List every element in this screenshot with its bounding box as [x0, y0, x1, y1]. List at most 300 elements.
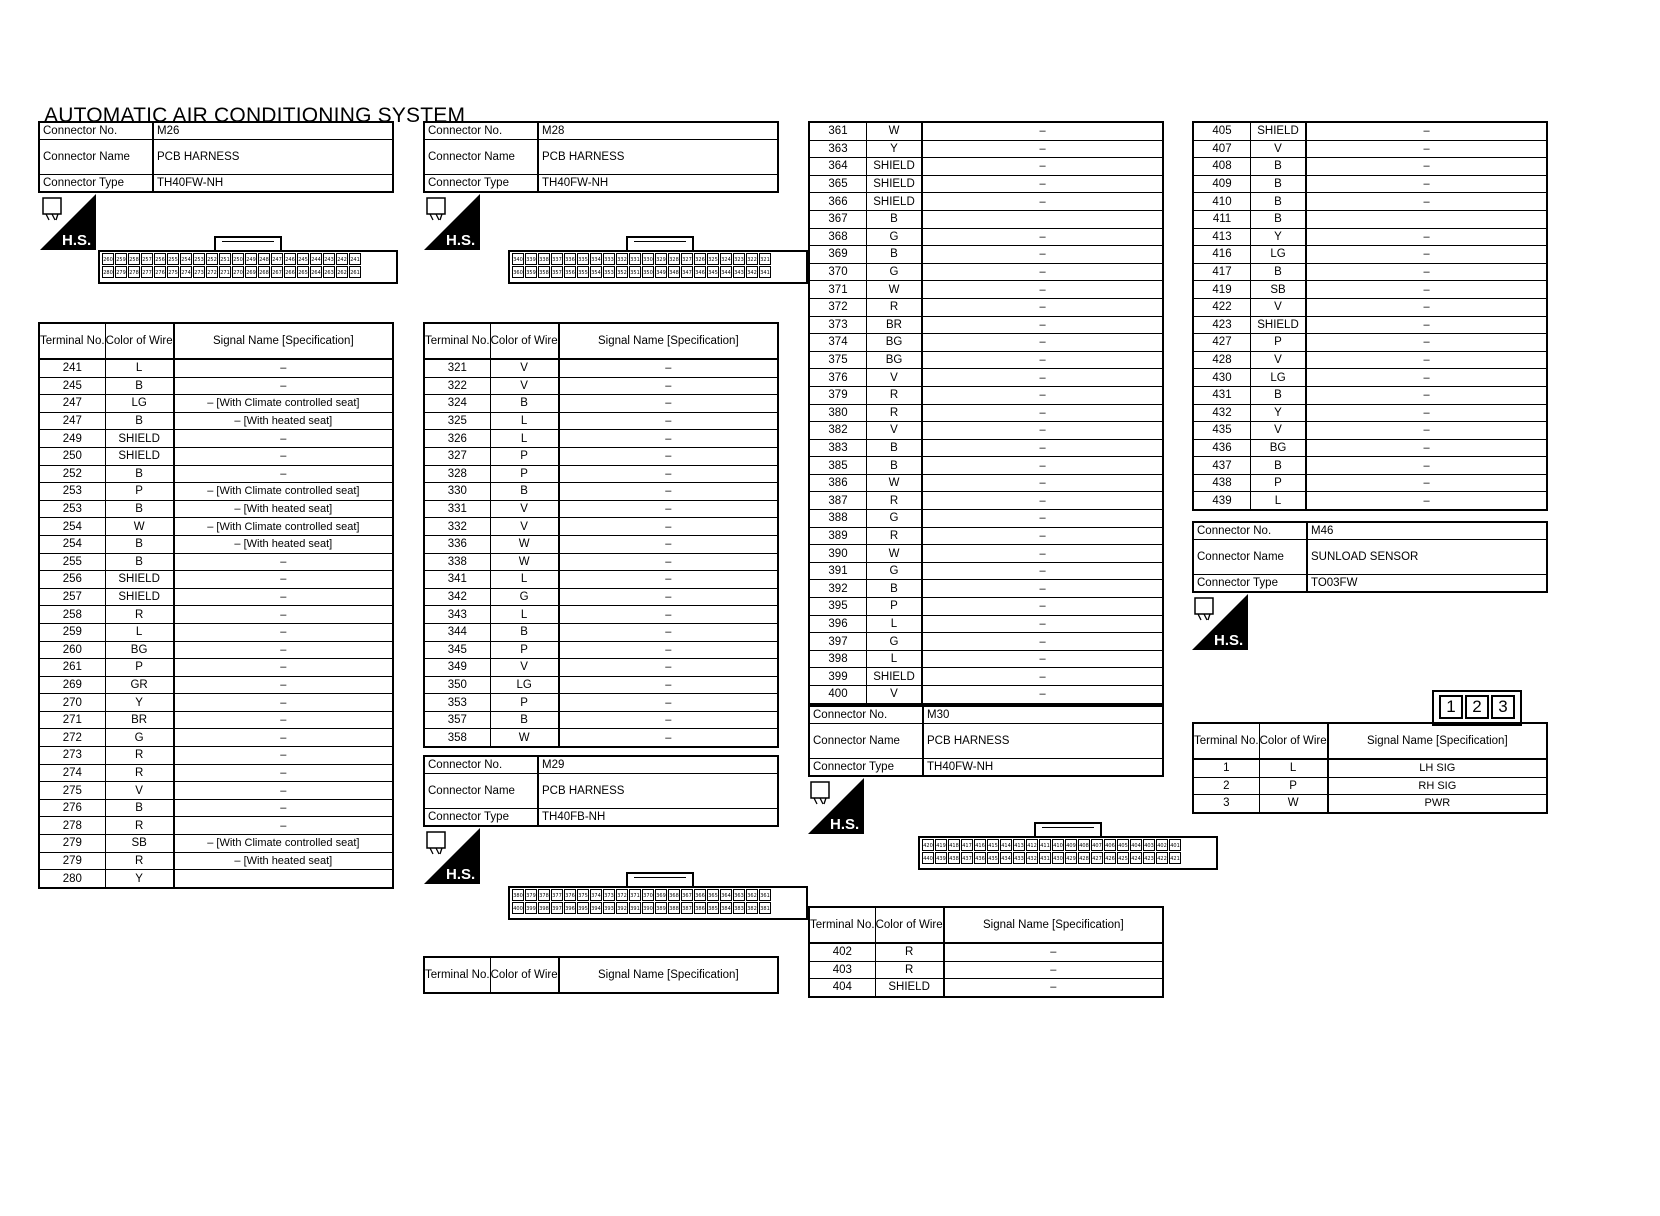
- signal-name: –: [922, 122, 1163, 140]
- wire-color: R: [867, 298, 923, 316]
- signal-name: –: [922, 404, 1163, 422]
- terminal-no: 373: [809, 316, 867, 334]
- table-row: [1193, 228, 1547, 246]
- terminal-no: 255: [39, 553, 105, 571]
- pin-cell: 248: [258, 253, 270, 265]
- signal-name: –: [922, 351, 1163, 369]
- terminal-no: 388: [809, 510, 867, 528]
- table-header: [424, 957, 778, 993]
- wire-color: SHIELD: [105, 588, 174, 606]
- pin-cell: 370: [642, 889, 654, 901]
- signal-name: –: [1306, 228, 1547, 246]
- connector-name-value: PCB HARNESS: [923, 724, 1163, 759]
- signal-name-header: Signal Name [Specification]: [1328, 723, 1547, 759]
- pin-cell: 256: [154, 253, 166, 265]
- table-row: [39, 483, 393, 501]
- terminal-no: 363: [809, 140, 867, 158]
- table-row: [1193, 351, 1547, 369]
- signal-name: –: [922, 281, 1163, 299]
- terminal-no: 364: [809, 158, 867, 176]
- terminal-no: 431: [1193, 386, 1251, 404]
- wire-color: L: [1259, 759, 1328, 777]
- table-row: [1193, 298, 1547, 316]
- terminal-no: 416: [1193, 246, 1251, 264]
- pin-cell: 321: [759, 253, 771, 265]
- table-row: [39, 447, 393, 465]
- terminal-no: 249: [39, 430, 105, 448]
- color-of-wire-header: Color of Wire: [105, 323, 174, 359]
- signal-name: –: [174, 764, 393, 782]
- table-row: [39, 641, 393, 659]
- terminal-no: 430: [1193, 369, 1251, 387]
- signal-name: –: [922, 598, 1163, 616]
- table-row: [809, 562, 1163, 580]
- pin-cell: 257: [141, 253, 153, 265]
- signal-name: [174, 870, 393, 888]
- terminal-no: 273: [39, 747, 105, 765]
- pin-cell: 421: [1169, 852, 1181, 864]
- table-row: [809, 316, 1163, 334]
- pin-row: [510, 888, 806, 901]
- pin-cell: 420: [922, 839, 934, 851]
- signal-name: –: [922, 686, 1163, 704]
- pin-cell: 261: [349, 266, 361, 278]
- table-row: [1193, 386, 1547, 404]
- wire-color: V: [490, 377, 559, 395]
- connector-info-m30: [808, 705, 1164, 777]
- wire-color: B: [105, 465, 174, 483]
- terminal-no: 357: [424, 711, 490, 729]
- pin-cell: 247: [271, 253, 283, 265]
- pin-cell: 265: [297, 266, 309, 278]
- signal-name: –: [1306, 246, 1547, 264]
- table-row: [1193, 281, 1547, 299]
- pin-cell: 419: [935, 839, 947, 851]
- harness-side-icon: [40, 194, 96, 250]
- pin-cell: 413: [1013, 839, 1025, 851]
- wire-color: SB: [1251, 281, 1307, 299]
- table-row: [809, 474, 1163, 492]
- connector-name-label: Connector Name: [424, 140, 538, 175]
- wire-color: B: [1251, 210, 1307, 228]
- terminal-no-header: Terminal No.: [424, 957, 490, 993]
- pin-cell: 411: [1039, 839, 1051, 851]
- pin-row: [920, 838, 1216, 851]
- terminal-no: 386: [809, 474, 867, 492]
- pin-cell: 246: [284, 253, 296, 265]
- terminal-no: 330: [424, 483, 490, 501]
- table-row: [39, 623, 393, 641]
- wire-color: G: [867, 228, 923, 246]
- wire-color: W: [490, 729, 559, 747]
- pin-cell: 373: [603, 889, 615, 901]
- table-row: [424, 430, 778, 448]
- terminal-no: 379: [809, 386, 867, 404]
- pin-cell: 354: [590, 266, 602, 278]
- signal-name: –: [559, 553, 778, 571]
- signal-name: –: [1306, 140, 1547, 158]
- signal-name: –: [1306, 369, 1547, 387]
- signal-name: –: [1306, 122, 1547, 140]
- table-row: [39, 412, 393, 430]
- pin-cell: 339: [525, 253, 537, 265]
- table-row: [809, 545, 1163, 563]
- pin-cell: 418: [948, 839, 960, 851]
- color-of-wire-header: Color of Wire: [490, 957, 559, 993]
- table-row: [809, 263, 1163, 281]
- table-row: [809, 351, 1163, 369]
- wire-color: L: [105, 359, 174, 377]
- terminal-no: 383: [809, 439, 867, 457]
- wire-color: R: [875, 943, 944, 961]
- pin-cell: 345: [707, 266, 719, 278]
- wire-color: V: [867, 422, 923, 440]
- wire-color: V: [1251, 422, 1307, 440]
- table-row: [809, 615, 1163, 633]
- signal-name: –: [922, 580, 1163, 598]
- harness-side-icon: [424, 194, 480, 250]
- table-row: [39, 694, 393, 712]
- wire-color: SB: [105, 835, 174, 853]
- pin-cell: 384: [720, 902, 732, 914]
- signal-name: –: [559, 412, 778, 430]
- pin-cell: 262: [336, 266, 348, 278]
- table-row: [424, 659, 778, 677]
- terminal-no: 345: [424, 641, 490, 659]
- wire-color: SHIELD: [1251, 122, 1307, 140]
- terminal-no: 269: [39, 676, 105, 694]
- terminal-no: 422: [1193, 298, 1251, 316]
- connector-name-label: Connector Name: [809, 724, 923, 759]
- table-row: [424, 500, 778, 518]
- pin-cell: 369: [655, 889, 667, 901]
- signal-name: – [With Climate controlled seat]: [174, 483, 393, 501]
- wire-color: BG: [105, 641, 174, 659]
- terminal-table-m28: [423, 322, 779, 748]
- table-row: [424, 377, 778, 395]
- pin-cell: 368: [668, 889, 680, 901]
- pin-cell: 427: [1091, 852, 1103, 864]
- pin-cell: 349: [655, 266, 667, 278]
- signal-name: –: [174, 465, 393, 483]
- table-row: [39, 588, 393, 606]
- signal-name: –: [922, 562, 1163, 580]
- pin-cell: 254: [180, 253, 192, 265]
- signal-name: –: [922, 457, 1163, 475]
- terminal-no: 274: [39, 764, 105, 782]
- terminal-no: 428: [1193, 351, 1251, 369]
- terminal-no: 404: [809, 979, 875, 997]
- pin-cell: 263: [323, 266, 335, 278]
- wire-color: V: [867, 686, 923, 704]
- pin-cell: 342: [746, 266, 758, 278]
- wire-color: W: [867, 122, 923, 140]
- pin-cell: 335: [577, 253, 589, 265]
- terminal-no-header: Terminal No.: [424, 323, 490, 359]
- signal-name: –: [922, 228, 1163, 246]
- terminal-no: 322: [424, 377, 490, 395]
- terminal-no: 241: [39, 359, 105, 377]
- wire-color: SHIELD: [867, 668, 923, 686]
- signal-name: –: [1306, 175, 1547, 193]
- terminal-no: 409: [1193, 175, 1251, 193]
- wire-color: B: [867, 580, 923, 598]
- wire-color: SHIELD: [105, 430, 174, 448]
- pin-cell: 429: [1065, 852, 1077, 864]
- terminal-no: 370: [809, 263, 867, 281]
- signal-name: –: [559, 729, 778, 747]
- pin-cell: 244: [310, 253, 322, 265]
- pin-row: [920, 851, 1216, 864]
- connector-pinout-m30: [918, 836, 1218, 870]
- signal-name: –: [1306, 281, 1547, 299]
- connector-no-value: M26: [153, 122, 393, 140]
- pin-cell: 376: [564, 889, 576, 901]
- connector-no-value: M30: [923, 706, 1163, 724]
- signal-name: –: [922, 369, 1163, 387]
- table-row: [1193, 777, 1547, 795]
- table-row: [809, 246, 1163, 264]
- terminal-no: 368: [809, 228, 867, 246]
- pin-cell: 242: [336, 253, 348, 265]
- table-row: [39, 500, 393, 518]
- wire-color: B: [1251, 175, 1307, 193]
- wire-color: B: [867, 210, 923, 228]
- signal-name: –: [944, 961, 1163, 979]
- table-row: [39, 377, 393, 395]
- signal-name-header: Signal Name [Specification]: [174, 323, 393, 359]
- pin-cell: 415: [987, 839, 999, 851]
- signal-name: –: [922, 422, 1163, 440]
- table-row: [809, 439, 1163, 457]
- pin-cell: 2: [1465, 695, 1489, 719]
- signal-name: –: [559, 694, 778, 712]
- terminal-no: 374: [809, 334, 867, 352]
- pin-cell: 333: [603, 253, 615, 265]
- terminal-no: 343: [424, 606, 490, 624]
- pin-cell: 381: [759, 902, 771, 914]
- signal-name: – [With Climate controlled seat]: [174, 395, 393, 413]
- terminal-no: 371: [809, 281, 867, 299]
- terminal-no: 254: [39, 518, 105, 536]
- wire-color: B: [490, 711, 559, 729]
- pin-cell: 362: [746, 889, 758, 901]
- signal-name: –: [922, 246, 1163, 264]
- table-row: [1193, 404, 1547, 422]
- table-header: [1193, 723, 1547, 759]
- signal-name: –: [174, 799, 393, 817]
- terminal-no: 367: [809, 210, 867, 228]
- terminal-no: 408: [1193, 158, 1251, 176]
- signal-name: LH SIG: [1328, 759, 1547, 777]
- pin-cell: 331: [629, 253, 641, 265]
- pin-cell: 359: [525, 266, 537, 278]
- pin-cell: 274: [180, 266, 192, 278]
- wire-color: LG: [1251, 369, 1307, 387]
- signal-name: –: [1306, 316, 1547, 334]
- pin-row: [100, 252, 396, 265]
- pin-cell: 417: [961, 839, 973, 851]
- signal-name: –: [1306, 422, 1547, 440]
- pin-cell: 260: [102, 253, 114, 265]
- table-row: [1193, 369, 1547, 387]
- pin-cell: 258: [128, 253, 140, 265]
- pin-cell: 280: [102, 266, 114, 278]
- signal-name: –: [922, 263, 1163, 281]
- signal-name: –: [1306, 404, 1547, 422]
- terminal-no: 397: [809, 633, 867, 651]
- wire-color: V: [1251, 298, 1307, 316]
- wire-color: SHIELD: [105, 571, 174, 589]
- wire-color: W: [867, 474, 923, 492]
- connector-info-m28: [423, 121, 779, 193]
- pin-cell: 269: [245, 266, 257, 278]
- pin-cell: 356: [564, 266, 576, 278]
- pin-cell: 367: [681, 889, 693, 901]
- color-of-wire-header: Color of Wire: [490, 323, 559, 359]
- pin-cell: 382: [746, 902, 758, 914]
- terminal-no: 247: [39, 395, 105, 413]
- wire-color: G: [867, 633, 923, 651]
- wire-color: SHIELD: [867, 158, 923, 176]
- terminal-no: 437: [1193, 457, 1251, 475]
- wire-color: B: [490, 395, 559, 413]
- table-row: [424, 711, 778, 729]
- wire-color: LG: [490, 676, 559, 694]
- pin-cell: 412: [1026, 839, 1038, 851]
- pin-cell: 341: [759, 266, 771, 278]
- wire-color: V: [1251, 351, 1307, 369]
- table-row: [809, 298, 1163, 316]
- pin-cell: 389: [655, 902, 667, 914]
- terminal-no: 349: [424, 659, 490, 677]
- signal-name: –: [174, 782, 393, 800]
- wire-color: P: [105, 659, 174, 677]
- pin-cell: 358: [538, 266, 550, 278]
- terminal-no: 254: [39, 535, 105, 553]
- table-row: [39, 535, 393, 553]
- connector-pinout-m26: [98, 250, 398, 284]
- connector-no-label: Connector No.: [1193, 522, 1307, 540]
- signal-name: –: [559, 395, 778, 413]
- signal-name: –: [1306, 263, 1547, 281]
- terminal-no: 369: [809, 246, 867, 264]
- wire-color: V: [867, 369, 923, 387]
- connector-name-value: SUNLOAD SENSOR: [1307, 540, 1547, 575]
- wire-color: B: [1251, 193, 1307, 211]
- table-row: [809, 943, 1163, 961]
- pin-cell: 271: [219, 266, 231, 278]
- wire-color: Y: [1251, 228, 1307, 246]
- pin-cell: 277: [141, 266, 153, 278]
- terminal-no: 326: [424, 430, 490, 448]
- wire-color: LG: [1251, 246, 1307, 264]
- table-row: [39, 852, 393, 870]
- connector-no-label: Connector No.: [809, 706, 923, 724]
- table-row: [1193, 334, 1547, 352]
- signal-name: RH SIG: [1328, 777, 1547, 795]
- hs-label: H.S.: [1214, 632, 1244, 649]
- signal-name: –: [922, 334, 1163, 352]
- pin-cell: 251: [219, 253, 231, 265]
- table-row: [809, 686, 1163, 704]
- wire-color: L: [105, 623, 174, 641]
- wire-color: V: [105, 782, 174, 800]
- signal-name: –: [559, 465, 778, 483]
- connector-type-label: Connector Type: [1193, 575, 1307, 593]
- pin-cell: 346: [694, 266, 706, 278]
- wire-color: L: [490, 412, 559, 430]
- pin-cell: 383: [733, 902, 745, 914]
- terminal-no: 392: [809, 580, 867, 598]
- signal-name: – [With heated seat]: [174, 412, 393, 430]
- terminal-no: 372: [809, 298, 867, 316]
- terminal-no: 252: [39, 465, 105, 483]
- terminal-no: 387: [809, 492, 867, 510]
- table-row: [424, 606, 778, 624]
- pin-cell: 430: [1052, 852, 1064, 864]
- terminal-no: 328: [424, 465, 490, 483]
- terminal-no: 407: [1193, 140, 1251, 158]
- wire-color: R: [867, 527, 923, 545]
- signal-name: –: [922, 474, 1163, 492]
- wire-color: BG: [867, 334, 923, 352]
- terminal-no: 341: [424, 571, 490, 589]
- table-row: [39, 799, 393, 817]
- table-row: [424, 465, 778, 483]
- signal-name: –: [944, 943, 1163, 961]
- pin-cell: 372: [616, 889, 628, 901]
- signal-name-header: Signal Name [Specification]: [559, 323, 778, 359]
- terminal-no: 324: [424, 395, 490, 413]
- pin-cell: 322: [746, 253, 758, 265]
- table-row: [809, 422, 1163, 440]
- table-row: [39, 711, 393, 729]
- signal-name: –: [922, 510, 1163, 528]
- terminal-no-header: Terminal No.: [39, 323, 105, 359]
- signal-name: –: [922, 193, 1163, 211]
- terminal-no: 375: [809, 351, 867, 369]
- signal-name: –: [922, 615, 1163, 633]
- pin-cell: 329: [655, 253, 667, 265]
- signal-name: –: [1306, 298, 1547, 316]
- connector-type-value: TH40FW-NH: [538, 175, 778, 193]
- pin-cell: 409: [1065, 839, 1077, 851]
- signal-name: –: [174, 659, 393, 677]
- pin-cell: 338: [538, 253, 550, 265]
- wire-color: B: [867, 457, 923, 475]
- terminal-no: 245: [39, 377, 105, 395]
- terminal-no: 258: [39, 606, 105, 624]
- pin-cell: 357: [551, 266, 563, 278]
- terminal-no: 275: [39, 782, 105, 800]
- terminal-no: 353: [424, 694, 490, 712]
- pin-cell: 350: [642, 266, 654, 278]
- pin-cell: 324: [720, 253, 732, 265]
- terminal-no: 395: [809, 598, 867, 616]
- pin-cell: 378: [538, 889, 550, 901]
- wire-color: B: [490, 483, 559, 501]
- signal-name: –: [922, 316, 1163, 334]
- signal-name: –: [174, 623, 393, 641]
- signal-name: PWR: [1328, 795, 1547, 813]
- pin-cell: 385: [707, 902, 719, 914]
- terminal-no-header: Terminal No.: [809, 907, 875, 943]
- wire-color: L: [1251, 492, 1307, 510]
- pin-cell: 375: [577, 889, 589, 901]
- pin-cell: 377: [551, 889, 563, 901]
- signal-name: [1306, 210, 1547, 228]
